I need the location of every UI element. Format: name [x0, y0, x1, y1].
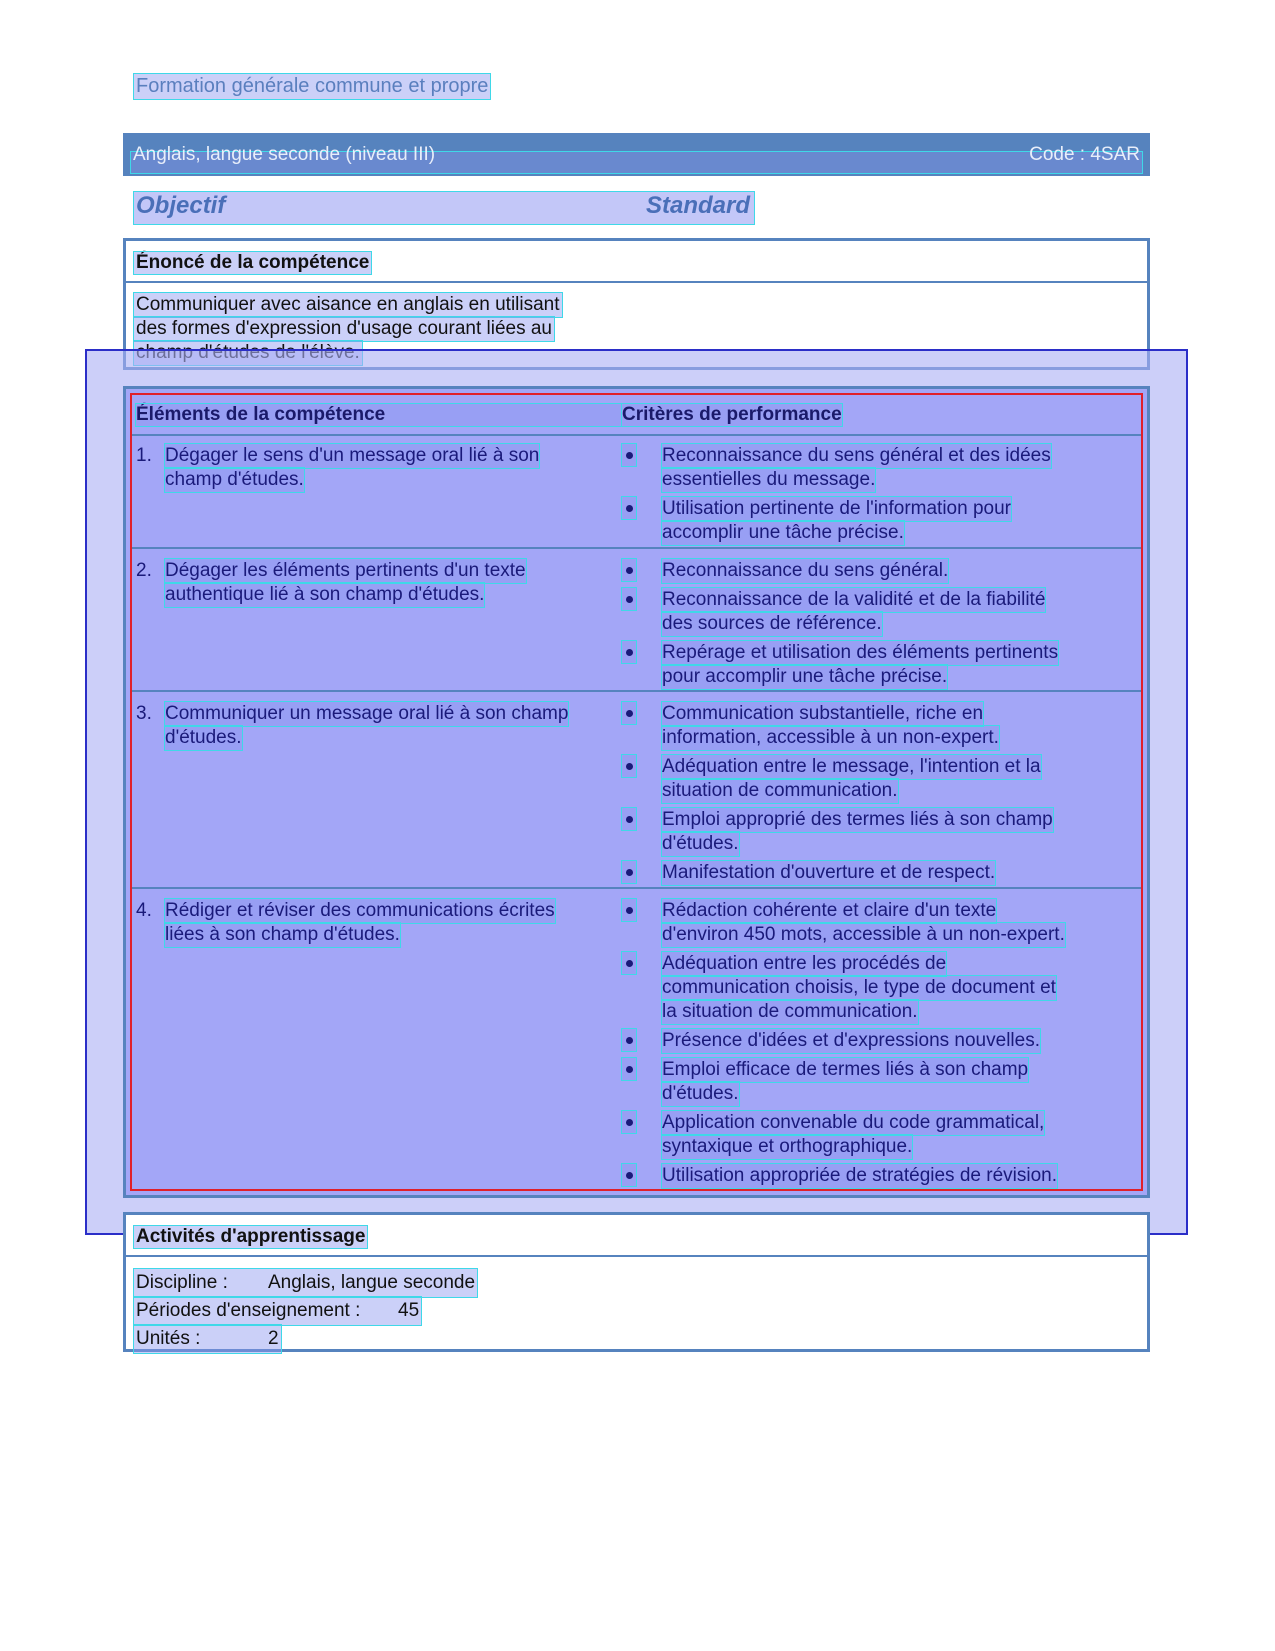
bullet-icon [622, 444, 636, 466]
element-line: authentique lié à son champ d'études. [165, 584, 485, 605]
criterion-line: Reconnaissance du sens général et des idées [662, 445, 1051, 466]
element-line: Dégager les éléments pertinents d'un texte [165, 560, 526, 581]
objective-standard-header [134, 192, 754, 224]
bullet-icon [622, 588, 636, 610]
competence-row [132, 694, 1141, 889]
course-title-bar [123, 133, 1150, 176]
unites-value: 2 [268, 1328, 279, 1349]
bullet-icon [622, 497, 636, 519]
criterion-line: des sources de référence. [662, 613, 882, 634]
activites-box [123, 1212, 1150, 1352]
unites-line [134, 1325, 281, 1353]
bullet-icon [622, 702, 636, 724]
enonce-line: Communiquer avec aisance en anglais en utilisant [136, 294, 560, 315]
bullet-icon [622, 1029, 636, 1051]
criterion [622, 588, 1092, 636]
periodes-value: 45 [398, 1300, 420, 1321]
element-line: Dégager le sens d'un message oral lié à son [165, 445, 540, 466]
criterion [622, 444, 1092, 492]
course-name: Anglais, langue seconde (niveau III) [133, 143, 436, 165]
criterion-line: communication choisis, le type de document et [662, 977, 1056, 998]
enonce-title: Énoncé de la compétence [136, 252, 370, 273]
criterion-line: Présence d'idées et d'expressions nouvelles. [662, 1030, 1040, 1051]
course-code: Code : 4SAR [1029, 143, 1140, 165]
element-line: Communiquer un message oral lié à son champ [165, 703, 569, 724]
element-text [136, 899, 636, 947]
criterion-line: Manifestation d'ouverture et de respect. [662, 862, 996, 883]
competence-table-frame [130, 393, 1143, 1191]
criteria-list [622, 702, 1092, 890]
criterion-line: Repérage et utilisation des éléments pertinents [662, 642, 1059, 663]
criterion [622, 559, 1092, 583]
standard-label: Standard [646, 192, 751, 219]
activites-header [126, 1215, 1147, 1257]
criterion [622, 1164, 1092, 1188]
unites-label: Unités : [136, 1328, 201, 1349]
bullet-icon [622, 861, 636, 883]
criterion-line: accomplir une tâche précise. [662, 522, 904, 543]
competence-header [132, 395, 1141, 436]
activites-title: Activités d'apprentissage [136, 1226, 366, 1247]
bullet-icon [622, 808, 636, 830]
criterion [622, 861, 1092, 885]
criterion-line: Reconnaissance du sens général. [662, 560, 949, 581]
element-line: Rédiger et réviser des communications écrites [165, 900, 555, 921]
criterion-line: d'études. [662, 833, 739, 854]
element-number: 2. [136, 560, 152, 581]
criterion-line: d'études. [662, 1083, 739, 1104]
periodes-line [134, 1297, 421, 1325]
criterion [622, 952, 1092, 1024]
criterion-line: Communication substantielle, riche en [662, 703, 984, 724]
periodes-label: Périodes d'enseignement : [136, 1300, 361, 1321]
criterion [622, 808, 1092, 856]
element-text [136, 559, 636, 607]
criterion-line: syntaxique et orthographique. [662, 1136, 913, 1157]
criteria-list [622, 559, 1092, 694]
criterion [622, 1058, 1092, 1106]
bullet-icon [622, 755, 636, 777]
activites-details [134, 1269, 477, 1353]
criterion-line: Adéquation entre les procédés de [662, 953, 947, 974]
criterion-line: Rédaction cohérente et claire d'un texte [662, 900, 997, 921]
discipline-value: Anglais, langue seconde [268, 1272, 476, 1293]
bullet-icon [622, 1111, 636, 1133]
bullet-icon [622, 899, 636, 921]
criterion [622, 755, 1092, 803]
criterion-line: Application convenable du code grammatical, [662, 1112, 1045, 1133]
competence-row [132, 551, 1141, 692]
elements-header: Éléments de la compétence [136, 404, 621, 426]
criterion [622, 702, 1092, 750]
criterion-line: Reconnaissance de la validité et de la fiabilité [662, 589, 1046, 610]
criterion [622, 1029, 1092, 1053]
element-line: d'études. [165, 727, 242, 748]
criterion-line: situation de communication. [662, 780, 898, 801]
criterion-line: Utilisation pertinente de l'information pour [662, 498, 1011, 519]
criterion [622, 899, 1092, 947]
element-number: 3. [136, 703, 152, 724]
element-text [136, 444, 636, 492]
criterion-line: d'environ 450 mots, accessible à un non-expert. [662, 924, 1065, 945]
criterion-line: Emploi approprié des termes liés à son champ [662, 809, 1053, 830]
bullet-icon [622, 641, 636, 663]
element-number: 1. [136, 445, 152, 466]
criteria-list [622, 899, 1092, 1193]
discipline-label: Discipline : [136, 1272, 228, 1293]
criterion-line: pour accomplir une tâche précise. [662, 666, 948, 687]
enonce-header [126, 241, 1147, 283]
competence-row [132, 891, 1141, 1191]
criterion [622, 641, 1092, 689]
bullet-icon [622, 1058, 636, 1080]
criterion [622, 1111, 1092, 1159]
competence-table [123, 386, 1150, 1198]
element-text [136, 702, 636, 750]
bullet-icon [622, 559, 636, 581]
page-header: Formation générale commune et propre [136, 75, 489, 97]
criteres-header: Critères de performance [622, 404, 842, 425]
objectif-label: Objectif [136, 192, 226, 219]
criterion-line: information, accessible à un non-expert. [662, 727, 999, 748]
criteria-list [622, 444, 1092, 550]
bullet-icon [622, 952, 636, 974]
criterion-line: la situation de communication. [662, 1001, 918, 1022]
element-line: champ d'études. [165, 469, 304, 490]
enonce-line: des formes d'expression d'usage courant liées au [136, 318, 552, 339]
discipline-line [134, 1269, 477, 1297]
criterion-line: Emploi efficace de termes liés à son champ [662, 1059, 1029, 1080]
criterion-line: Utilisation appropriée de stratégies de révision. [662, 1165, 1057, 1186]
criterion-line: essentielles du message. [662, 469, 876, 490]
element-number: 4. [136, 900, 152, 921]
element-line: liées à son champ d'études. [165, 924, 400, 945]
competence-row [132, 436, 1141, 549]
bullet-icon [622, 1164, 636, 1186]
criterion-line: Adéquation entre le message, l'intention et la [662, 756, 1041, 777]
criterion [622, 497, 1092, 545]
